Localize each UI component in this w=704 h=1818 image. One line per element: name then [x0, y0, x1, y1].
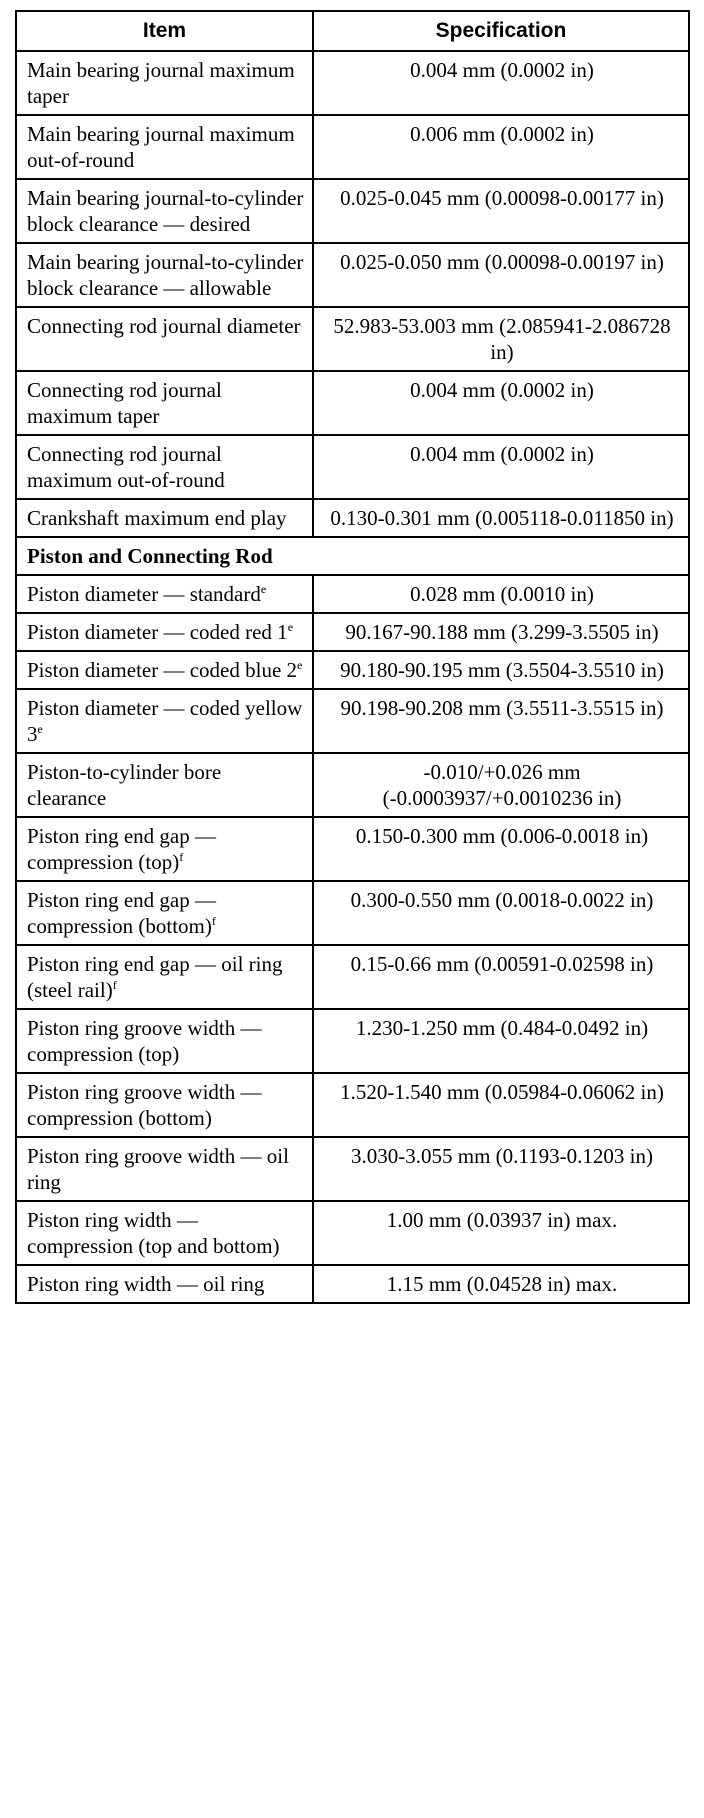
item-label: Piston ring end gap — oil ring (steel rail) [27, 952, 283, 1002]
item-cell [16, 435, 313, 499]
item-cell [16, 613, 313, 651]
specification-cell: 52.983-53.003 mm (2.085941-2.086728 in) [313, 307, 689, 371]
item-label: Piston diameter — standard [27, 582, 261, 606]
specification-cell: 3.030-3.055 mm (0.1193-0.1203 in) [313, 1137, 689, 1201]
item-cell [16, 945, 313, 1009]
footnote-marker: f [112, 978, 117, 992]
table-row [16, 651, 689, 689]
specification-column-header: Specification [313, 11, 689, 51]
specification-cell: 0.025-0.050 mm (0.00098-0.00197 in) [313, 243, 689, 307]
table-row [16, 945, 689, 1009]
table-header-row [16, 11, 689, 51]
item-label: Piston ring width — compression (top and bottom) [27, 1208, 280, 1258]
table-row [16, 51, 689, 115]
table-row [16, 1201, 689, 1265]
table-row [16, 307, 689, 371]
table-row [16, 499, 689, 537]
item-cell [16, 881, 313, 945]
table-row [16, 817, 689, 881]
item-label: Piston-to-cylinder bore clearance [27, 760, 222, 810]
specification-cell: 90.167-90.188 mm (3.299-3.5505 in) [313, 613, 689, 651]
specification-cell: 1.520-1.540 mm (0.05984-0.06062 in) [313, 1073, 689, 1137]
table-row [16, 1265, 689, 1303]
footnote-marker: e [297, 658, 303, 672]
item-label: Main bearing journal maximum out-of-round [27, 122, 295, 172]
item-cell [16, 753, 313, 817]
table-row [16, 371, 689, 435]
item-label: Piston ring end gap — compression (top) [27, 824, 216, 874]
item-label: Piston ring groove width — compression (bottom) [27, 1080, 262, 1130]
specification-cell: 0.004 mm (0.0002 in) [313, 371, 689, 435]
item-label: Piston ring width — oil ring [27, 1272, 265, 1296]
footnote-marker: f [211, 914, 216, 928]
item-label: Piston diameter — coded red 1 [27, 620, 288, 644]
table-row [16, 435, 689, 499]
item-cell [16, 651, 313, 689]
table-row [16, 115, 689, 179]
footnote-marker: e [37, 722, 43, 736]
specification-cell: 0.006 mm (0.0002 in) [313, 115, 689, 179]
specification-cell: 1.00 mm (0.03937 in) max. [313, 1201, 689, 1265]
specification-cell: 0.15-0.66 mm (0.00591-0.02598 in) [313, 945, 689, 1009]
section-row [16, 537, 689, 575]
item-label: Connecting rod journal maximum taper [27, 378, 222, 428]
item-label: Piston diameter — coded yellow 3 [27, 696, 303, 746]
item-cell [16, 1137, 313, 1201]
table-row [16, 689, 689, 753]
item-cell [16, 499, 313, 537]
item-label: Piston diameter — coded blue 2 [27, 658, 298, 682]
item-label: Main bearing journal-to-cylinder block clearance — desired [27, 186, 304, 236]
specification-cell: 90.180-90.195 mm (3.5504-3.5510 in) [313, 651, 689, 689]
item-cell [16, 689, 313, 753]
specification-cell: 0.028 mm (0.0010 in) [313, 575, 689, 613]
item-cell [16, 115, 313, 179]
footnote-marker: f [179, 850, 184, 864]
table-body [16, 51, 689, 1303]
item-cell [16, 179, 313, 243]
table-row [16, 179, 689, 243]
item-cell [16, 307, 313, 371]
specification-cell: 0.025-0.045 mm (0.00098-0.00177 in) [313, 179, 689, 243]
table-row [16, 1009, 689, 1073]
specification-cell: 90.198-90.208 mm (3.5511-3.5515 in) [313, 689, 689, 753]
item-cell [16, 575, 313, 613]
section-title: Piston and Connecting Rod [16, 537, 689, 575]
item-cell [16, 1073, 313, 1137]
footnote-marker: e [260, 582, 267, 596]
item-label: Connecting rod journal diameter [27, 314, 301, 338]
specification-cell: 0.004 mm (0.0002 in) [313, 51, 689, 115]
specification-cell: 0.150-0.300 mm (0.006-0.0018 in) [313, 817, 689, 881]
item-cell [16, 1009, 313, 1073]
specification-cell: 0.004 mm (0.0002 in) [313, 435, 689, 499]
table-row [16, 753, 689, 817]
specification-cell: 1.230-1.250 mm (0.484-0.0492 in) [313, 1009, 689, 1073]
table-row [16, 575, 689, 613]
specification-cell: 0.130-0.301 mm (0.005118-0.011850 in) [313, 499, 689, 537]
table-row [16, 1137, 689, 1201]
item-label: Piston ring groove width — compression (top) [27, 1016, 262, 1066]
table-row [16, 881, 689, 945]
item-cell [16, 371, 313, 435]
item-cell [16, 817, 313, 881]
table-row [16, 613, 689, 651]
item-cell [16, 1265, 313, 1303]
item-label: Piston ring groove width — oil ring [27, 1144, 289, 1194]
item-cell [16, 1201, 313, 1265]
item-column-header: Item [16, 11, 313, 51]
specification-table [15, 10, 690, 1304]
specification-cell: 0.300-0.550 mm (0.0018-0.0022 in) [313, 881, 689, 945]
item-label: Connecting rod journal maximum out-of-round [27, 442, 225, 492]
table-row [16, 1073, 689, 1137]
table-row [16, 243, 689, 307]
item-label: Main bearing journal maximum taper [27, 58, 295, 108]
item-label: Piston ring end gap — compression (bottom) [27, 888, 216, 938]
specification-cell: 1.15 mm (0.04528 in) max. [313, 1265, 689, 1303]
item-label: Main bearing journal-to-cylinder block clearance — allowable [27, 250, 304, 300]
specification-cell: -0.010/+0.026 mm (-0.0003937/+0.0010236 in) [313, 753, 689, 817]
footnote-marker: e [287, 620, 294, 634]
item-cell [16, 243, 313, 307]
item-label: Crankshaft maximum end play [27, 506, 287, 530]
item-cell [16, 51, 313, 115]
